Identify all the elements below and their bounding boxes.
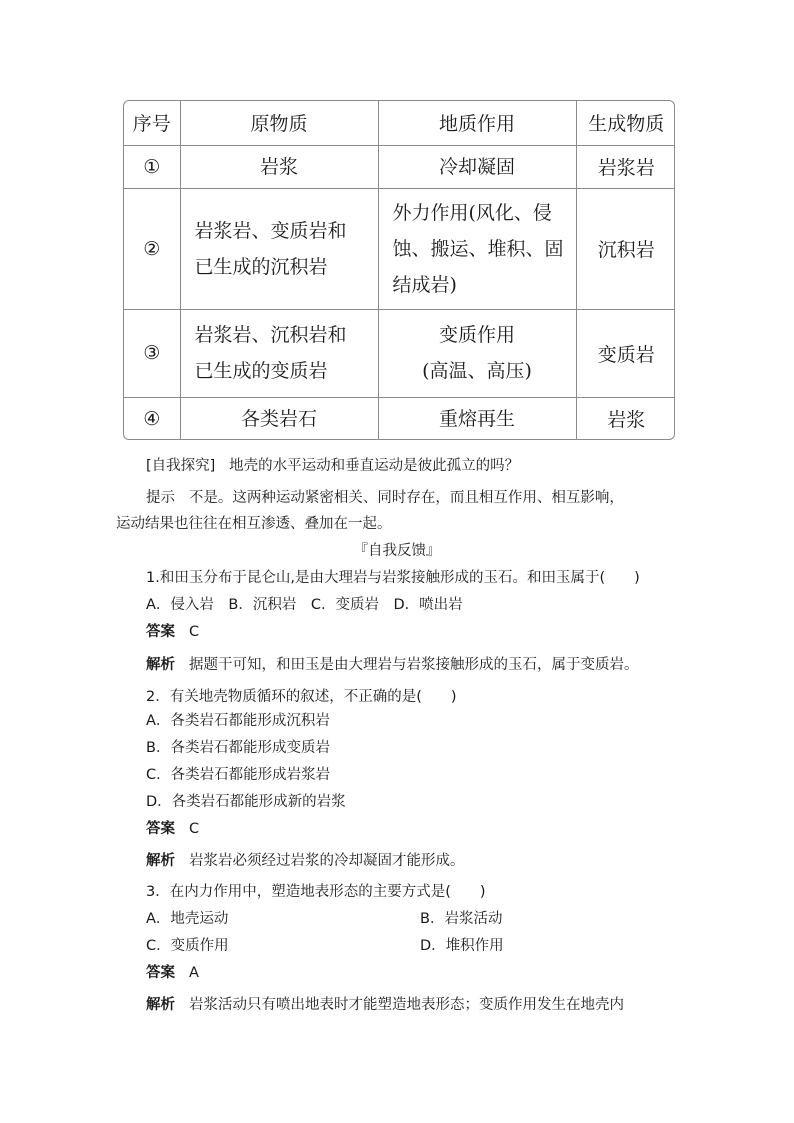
q2-option: A．各类岩石都能形成沉积岩 [146,713,330,729]
process-cell [378,309,576,397]
explore-tag: [自我探究] [146,458,216,474]
explore-question: 地壳的水平运动和垂直运动是彼此孤立的吗？ [229,458,520,474]
product-cell: 变质岩 [576,309,675,397]
q2-stem: 2．有关地壳物质循环的叙述，不正确的是( ) [146,689,457,705]
q2-option: B．各类岩石都能形成变质岩 [146,740,330,756]
answer-label: 答案 [146,624,175,640]
analysis-text: 岩浆岩必须经过岩浆的冷却凝固才能形成。 [189,853,465,869]
source-cell [180,309,378,397]
header-cell: 地质作用 [378,101,576,145]
q3-option: C．变质作用 [146,938,229,954]
analysis-label: 解析 [146,853,175,869]
hint-label: 提示 [146,490,175,506]
product-cell: 岩浆 [576,397,675,440]
source-line: 已生成的变质岩 [194,360,328,382]
answer-value: C [189,624,200,640]
process-line: 冷却凝固 [438,155,515,178]
source-line: 岩浆岩、变质岩和 [194,219,347,242]
source-cell [180,145,378,188]
q1-answer [146,622,199,642]
q1-analysis [146,655,639,675]
source-line: 岩浆 [259,155,298,178]
source-cell [180,397,378,440]
q2-answer [146,819,199,839]
analysis-label: 解析 [146,997,175,1013]
q2-option: C．各类岩石都能形成岩浆岩 [146,767,331,783]
q1-stem: 1.和田玉分布于昆仑山,是由大理岩与岩浆接触形成的玉石。和田玉属于( ) [146,570,640,586]
source-line: 岩浆岩、沉积岩和 [194,324,347,346]
hint-line [146,488,624,508]
q3-option: D．堆积作用 [420,938,504,954]
analysis-text: 据题干可知，和田玉是由大理岩与岩浆接触形成的玉石，属于变质岩。 [189,657,639,673]
row-number: ④ [124,397,180,440]
q3-analysis [146,995,624,1015]
answer-value: A [189,965,199,981]
answer-label: 答案 [146,965,175,981]
header-cell: 序号 [124,101,180,145]
q1-options: A．侵入岩 B．沉积岩 C．变质岩 D．喷出岩 [146,597,463,613]
process-cell [378,145,576,188]
q3-option: B．岩浆活动 [420,911,503,927]
source-line: 已生成的沉积岩 [194,255,328,278]
table-row [124,188,675,309]
header-cell: 原物质 [180,101,378,145]
q2-option: D．各类岩石都能形成新的岩浆 [146,794,346,810]
process-line: 蚀、搬运、堆积、固 [392,237,564,260]
table-row [124,309,675,397]
row-number: ① [124,145,180,188]
header-cell: 生成物质 [576,101,675,145]
q3-option: A．地壳运动 [146,911,229,927]
row-number: ③ [124,309,180,397]
process-line: 变质作用 [438,324,515,346]
row-number: ② [124,188,180,309]
process-line: 重熔再生 [438,407,515,430]
feedback-title: 『自我反馈』 [353,543,441,559]
explore-line [146,456,519,476]
process-cell [378,397,576,440]
answer-label: 答案 [146,821,175,837]
q3-answer [146,963,199,983]
product-cell: 沉积岩 [576,188,675,309]
process-line: 外力作用(风化、侵 [392,201,552,224]
analysis-label: 解析 [146,657,175,673]
hint-text: 不是。这两种运动紧密相关、同时存在，而且相互作用、相互影响， [188,490,624,506]
process-cell [378,188,576,309]
answer-value: C [189,821,200,837]
table-row [124,145,675,188]
product-cell: 岩浆岩 [576,145,675,188]
process-line: 结成岩) [392,273,457,296]
hint-continuation: 运动结果也往往在相互渗透、叠加在一起。 [116,516,392,532]
q2-analysis [146,851,465,871]
source-line: 各类岩石 [240,407,317,430]
q3-stem: 3．在内力作用中，塑造地表形态的主要方式是( ) [146,884,486,900]
source-cell [180,188,378,309]
table-row [124,397,675,440]
table-header-row [124,101,675,145]
analysis-text: 岩浆活动只有喷出地表时才能塑造地表形态；变质作用发生在地壳内 [189,997,624,1013]
process-line: (高温、高压) [422,360,532,382]
rock-cycle-table [123,100,675,440]
rock-table [124,101,675,440]
